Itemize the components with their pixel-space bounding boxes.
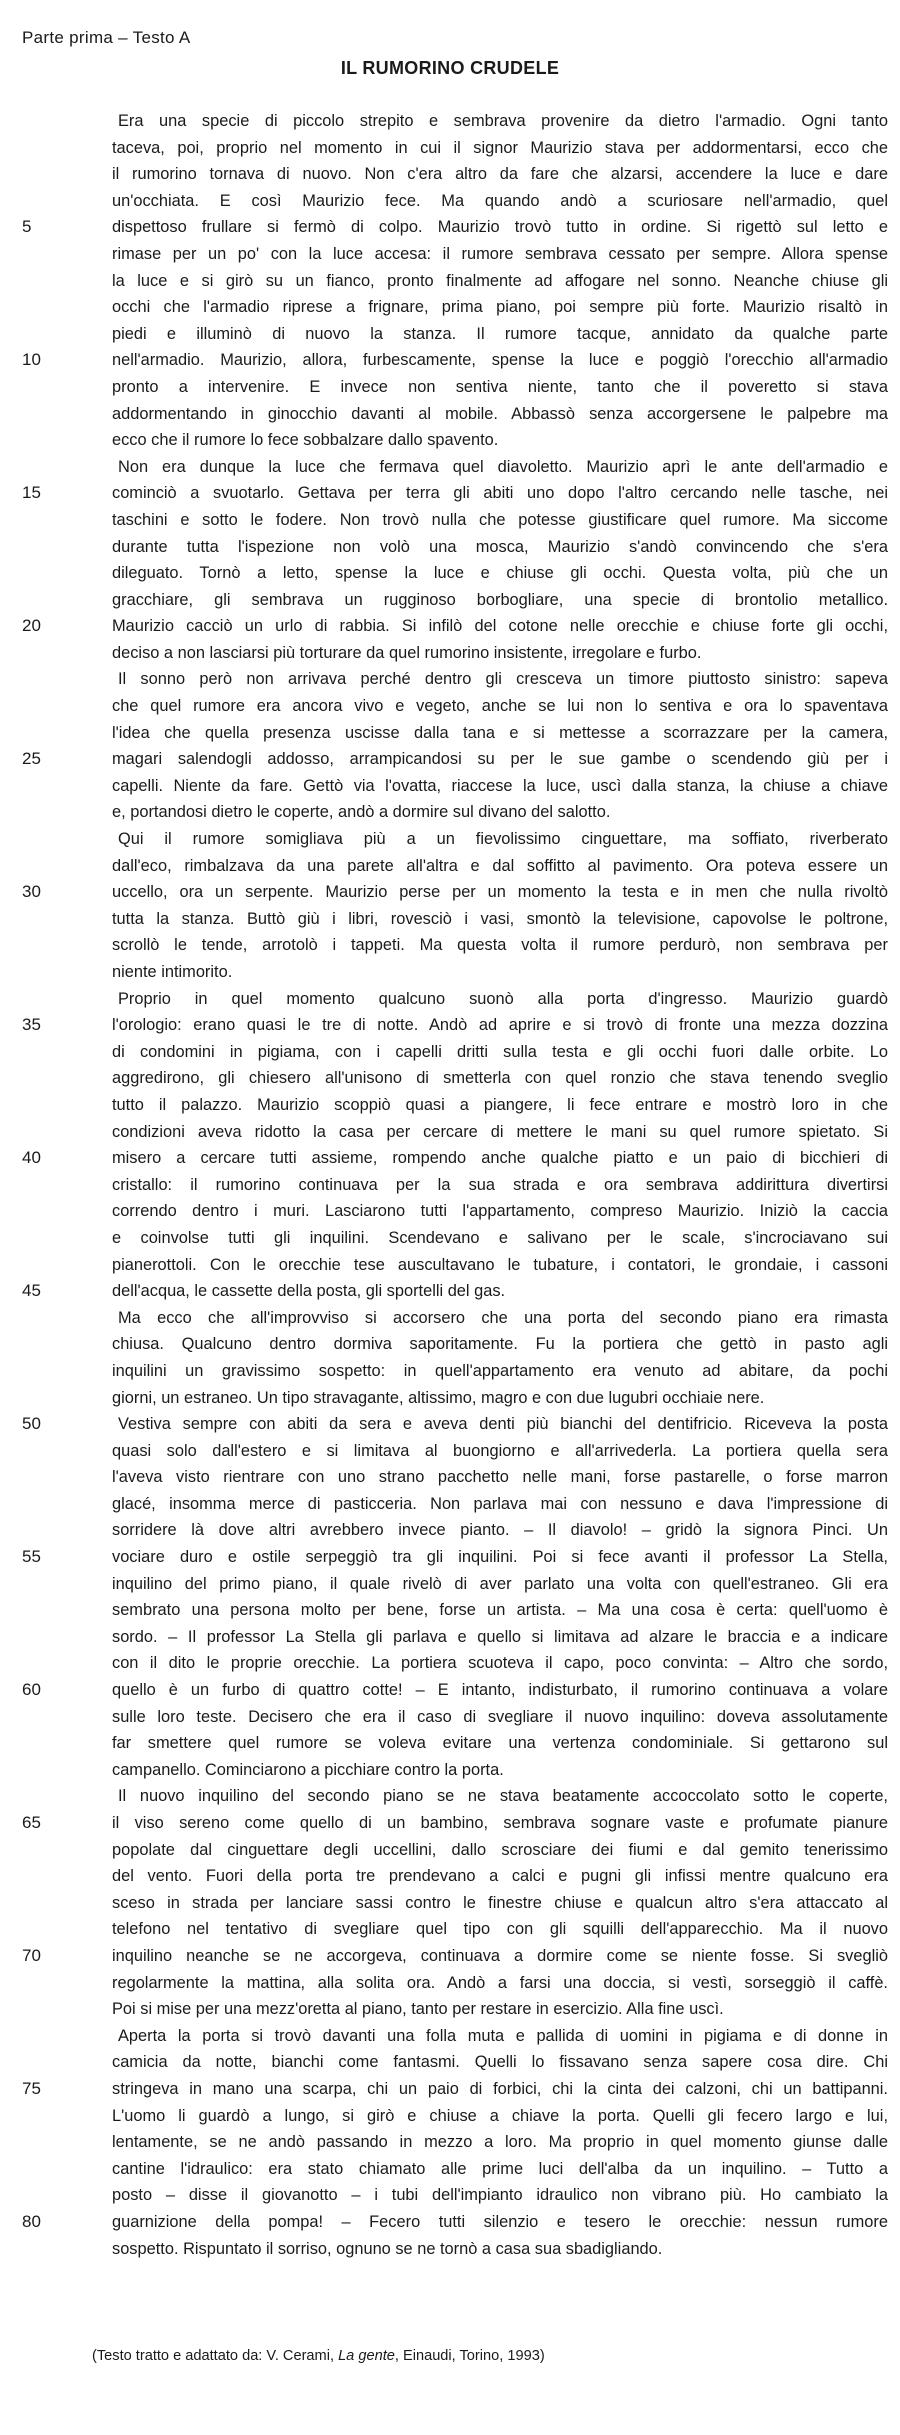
line-text: regolarmente la mattina, alla solita ora. Andò a farsi una doccia, si vestì, sorseggiò il caffè. — [112, 1973, 888, 1992]
line-text: campanello. Cominciarono a picchiare contro la porta. — [112, 1760, 504, 1779]
line-text: la luce e si girò su un fianco, pronto finalmente ad affogare nel sonno. Neanche chiuse gli — [112, 271, 888, 290]
text-line — [0, 1172, 900, 1199]
line-number: 45 — [22, 1281, 41, 1301]
text-line — [0, 294, 900, 321]
text-line — [0, 1092, 900, 1119]
line-number: 65 — [22, 1813, 41, 1832]
line-text: tutta la stanza. Buttò giù i libri, rovesciò i vasi, smontò la televisione, capovolse le poltrone, — [112, 909, 888, 928]
text-line — [0, 746, 900, 773]
line-text: dall'eco, rimbalzava da una parete all'altra e dal soffitto al pavimento. Ora poteva essere un — [112, 856, 888, 875]
text-line — [0, 932, 900, 959]
line-text: e, portandosi dietro le coperte, andò a dormire sul divano del salotto. — [112, 803, 611, 822]
line-text: nell'armadio. Maurizio, allora, furbescamente, spense la luce e poggiò l'orecchio all'armadio — [112, 351, 888, 370]
text-line — [0, 773, 900, 800]
text-line — [0, 853, 900, 880]
line-text: durante tutta l'ispezione non volò una mosca, Maurizio s'andò convincendo che s'era — [112, 537, 888, 556]
text-line — [0, 986, 900, 1013]
text-line — [0, 560, 900, 587]
line-text: giorni, un estraneo. Un tipo stravagante, altissimo, magro e con due lugubri occhiaie nere. — [112, 1388, 765, 1407]
text-line — [0, 613, 900, 640]
line-text: Maurizio cacciò un urlo di rabbia. Si infilò del cotone nelle orecchie e chiuse forte gli occhi, — [112, 617, 888, 636]
line-text: sordo. – Il professor La Stella gli parlava e quello si limitava ad alzare le braccia e a indicare — [112, 1627, 888, 1646]
text-line — [0, 1757, 900, 1784]
line-text: misero a cercare tutti assieme, rompendo anche qualche piatto e un paio di bicchieri di — [112, 1149, 888, 1168]
text-line — [0, 374, 900, 401]
text-line — [0, 959, 900, 986]
line-text: sembrato una persona molto per bene, forse un artista. – Ma una cosa è certa: quell'uomo è — [112, 1601, 888, 1620]
line-number: 15 — [22, 483, 41, 503]
line-text: taceva, poi, proprio nel momento in cui il signor Maurizio stava per addormentarsi, ecco che — [112, 138, 888, 157]
line-text: quello è un furbo di quattro cotte! – E intanto, indisturbato, il rumorino continuava a volare — [112, 1681, 888, 1700]
line-text: aggredirono, gli chiesero all'unisono di smetterla con quel ronzio che stava tenendo sveglio — [112, 1069, 888, 1088]
line-text: ecco che il rumore lo fece sobbalzare dallo spavento. — [112, 431, 499, 450]
line-text: sorridere là dove altri avrebbero invece pianto. – Il diavolo! – gridò la signora Pinci. Un — [112, 1521, 888, 1540]
text-line — [0, 2103, 900, 2130]
text-line — [0, 640, 900, 667]
line-text: uccello, ora un serpente. Maurizio perse per un momento la testa e in men che nulla rivoltò — [112, 883, 888, 902]
line-text: dell'acqua, le cassette della posta, gli sportelli del gas. — [112, 1282, 506, 1301]
line-number: 35 — [22, 1015, 41, 1035]
line-text: Il nuovo inquilino del secondo piano se ne stava beatamente accoccolato sotto le coperte, — [118, 1787, 888, 1806]
line-text: Poi si mise per una mezz'oretta al piano, tanto per restare in esercizio. Alla fine uscì. — [112, 2000, 724, 2019]
text-line — [0, 1065, 900, 1092]
text-line — [0, 1677, 900, 1704]
line-text: correndo dentro i muri. Lasciarono tutti l'appartamento, compreso Maurizio. Iniziò la caccia — [112, 1202, 888, 1221]
text-line — [0, 587, 900, 614]
line-number: 60 — [22, 1680, 41, 1700]
line-number: 40 — [22, 1148, 41, 1168]
text-line — [0, 427, 900, 454]
line-text: chiusa. Qualcuno dentro dormiva saporitamente. Fu la portiera che gettò in pasto agli — [112, 1335, 888, 1354]
text-line — [0, 1783, 900, 1810]
line-text: pianerottoli. Con le orecchie tese auscultavano le tubature, i contatori, le grondaie, i cassoni — [112, 1255, 888, 1274]
line-text: posto – disse il giovanotto – i tubi dell'impianto idraulico non vibrano più. Ho cambiato la — [112, 2186, 888, 2205]
line-text: glacé, insomma merce di pasticceria. Non parlava mai con nessuno e dava l'impressione di — [112, 1494, 888, 1513]
text-line — [0, 1544, 900, 1571]
line-text: sospetto. Rispuntato il sorriso, ognuno se ne tornò a casa sua sbadigliando. — [112, 2239, 663, 2258]
line-text: guarnizione della pompa! – Fecero tutti silenzio e tesero le orecchie: nessun rumore — [112, 2212, 888, 2231]
line-text: pronto a intervenire. E invece non sentiva niente, tanto che il poveretto si stava — [112, 377, 888, 396]
text-line — [0, 1491, 900, 1518]
text-line — [0, 1730, 900, 1757]
line-text: tutto il palazzo. Maurizio scoppiò quasi a piangere, li fece entrare e mostrò loro in che — [112, 1095, 888, 1114]
line-text: Era una specie di piccolo strepito e sembrava provenire da dietro l'armadio. Ogni tanto — [118, 112, 888, 130]
line-text: taschini e sotto le fodere. Non trovò nulla che potesse giustificare quel rumore. Ma siccome — [112, 510, 888, 529]
line-text: il rumorino tornava di nuovo. Non c'era altro da fare che alzarsi, accendere la luce e dare — [112, 165, 888, 184]
line-text: far smettere quel rumore se voleva evitare una vertenza condominiale. Si gettarono sul — [112, 1734, 888, 1753]
line-text: popolate dal cinguettare degli uccellini, dallo scrosciare dei fiumi e dal gemito tenerissimo — [112, 1840, 888, 1859]
line-text: del vento. Fuori della porta tre prendevano a calci e pugni gli infissi mentre qualcuno era — [112, 1867, 888, 1886]
text-line — [0, 1970, 900, 1997]
line-text: L'uomo li guardò a lungo, si girò e chiuse a chiave la porta. Quelli gli fecero largo e lui, — [112, 2106, 888, 2125]
credit-prefix: (Testo tratto e adattato da: V. Cerami, — [92, 2348, 339, 2364]
text-line — [0, 507, 900, 534]
text-line — [0, 1916, 900, 1943]
text-line — [0, 1996, 900, 2023]
line-text: quasi solo dall'estero e si limitava al buongiorno e all'arrivederla. La portiera quella sera — [112, 1441, 888, 1460]
text-line — [0, 1863, 900, 1890]
line-text: sceso in strada per lanciare sassi contro le finestre chiuse e qualcun altro s'era attaccato al — [112, 1893, 888, 1912]
text-line — [0, 108, 900, 135]
line-text: inquilino del primo piano, il quale rivelò di aver parlato una volta con quell'estraneo. Gli era — [112, 1574, 888, 1593]
line-text: cristallo: il rumorino continuava per la sua strada e ora sembrava addirittura divertirsi — [112, 1175, 888, 1194]
line-text: Proprio in quel momento qualcuno suonò alla porta d'ingresso. Maurizio guardò — [118, 989, 888, 1008]
line-text: l'idea che quella presenza uscisse dalla tana e si mettesse a scorrazzare per la camera, — [112, 723, 888, 742]
line-number: 80 — [22, 2211, 41, 2231]
text-line — [0, 321, 900, 348]
text-line — [0, 214, 900, 241]
text-line — [0, 1571, 900, 1598]
line-text: vociare duro e ostile serpeggiò tra gli inquilini. Poi si fece avanti il professor La Stella, — [112, 1548, 888, 1567]
text-line — [0, 1650, 900, 1677]
text-line — [0, 1358, 900, 1385]
text-line — [0, 241, 900, 268]
line-text: magari salendogli addosso, arrampicandosi su per le sue gambe o scendendo giù per i — [112, 750, 888, 769]
line-text: sulle loro teste. Decisero che era il caso di svegliare il nuovo inquilino: doveva assolutamente — [112, 1707, 888, 1726]
line-text: il viso sereno come quello di un bambino, sembrava sognare vaste e profumate pianure — [112, 1814, 888, 1832]
text-line — [0, 2023, 900, 2050]
text-line — [0, 1225, 900, 1252]
line-text: l'aveva visto rientrare con uno strano pacchetto nelle mani, forse pastarelle, o forse marron — [112, 1468, 888, 1487]
text-line — [0, 2129, 900, 2156]
text-line — [0, 1704, 900, 1731]
line-text: un'occhiata. E così Maurizio fece. Ma quando andò a scuriosare nell'armadio, quel — [112, 191, 888, 210]
line-text: rimase per un po' con la luce accesa: il rumore sembrava cessato per sempre. Allora spense — [112, 244, 888, 263]
line-text: gracchiare, gli sembrava un rugginoso borbogliare, una specie di brontolio metallico. — [112, 590, 888, 609]
text-line — [0, 480, 900, 507]
text-line — [0, 879, 900, 906]
line-text: cantine l'idraulico: era stato chiamato alle prime luci dell'alba da un inquilino. – Tutto a — [112, 2159, 888, 2178]
text-line — [0, 1411, 900, 1438]
text-line — [0, 401, 900, 428]
text-line — [0, 2209, 900, 2236]
line-number: 70 — [22, 1945, 41, 1965]
text-line — [0, 1438, 900, 1465]
text-line — [0, 2049, 900, 2076]
line-text: e coinvolse tutti gli inquilini. Scendevano e salivano per le scale, s'incrociavano sui — [112, 1228, 888, 1247]
text-line — [0, 1198, 900, 1225]
line-text: Il sonno però non arrivava perché dentro gli cresceva un timore piuttosto sinistro: sapeva — [118, 670, 888, 689]
text-line — [0, 1278, 900, 1305]
line-text: Aperta la porta si trovò davanti una folla muta e pallida di uomini in pigiama e di donne in — [118, 2026, 888, 2045]
line-text: camicia da notte, bianchi come fantasmi. Quelli lo fissavano senza sapere cosa dire. Chi — [112, 2053, 888, 2072]
text-line — [0, 1039, 900, 1066]
text-line — [0, 1252, 900, 1279]
story-body — [0, 108, 900, 2262]
line-text: telefono nel tentativo di svegliare quel tipo con gli squilli dell'apparecchio. Ma il nuovo — [112, 1920, 888, 1939]
text-line — [0, 1464, 900, 1491]
text-line — [0, 135, 900, 162]
line-text: condizioni aveva ridotto la casa per cercare di mettere le mani su quel rumore spietato. Si — [112, 1122, 888, 1141]
text-line — [0, 1624, 900, 1651]
text-line — [0, 1012, 900, 1039]
line-text: Qui il rumore somigliava più a un fievolissimo cinguettare, ma soffiato, riverberato — [118, 830, 888, 849]
line-text: piedi e illuminò di nuovo la stanza. Il rumore tacque, annidato da qualche parte — [112, 324, 888, 343]
text-line — [0, 534, 900, 561]
text-line — [0, 1837, 900, 1864]
line-text: Ma ecco che all'improvviso si accorsero che una porta del secondo piano era rimasta — [118, 1308, 888, 1327]
credit-suffix: , Einaudi, Torino, 1993) — [394, 2348, 545, 2364]
text-line — [0, 2182, 900, 2209]
line-text: Vestiva sempre con abiti da sera e aveva denti più bianchi del dentifricio. Riceveva la posta — [118, 1415, 888, 1434]
text-line — [0, 454, 900, 481]
line-text: dileguato. Tornò a letto, spense la luce e chiuse gli occhi. Questa volta, più che un — [112, 564, 888, 583]
line-text: inquilino neanche se ne accorgeva, continuava a dormire come se niente fosse. Si svegliò — [112, 1946, 888, 1965]
line-number: 5 — [22, 217, 32, 237]
text-line — [0, 906, 900, 933]
line-text: stringeva in mano una scarpa, chi un paio di forbici, chi la cinta dei calzoni, chi un battipanni. — [112, 2079, 888, 2098]
text-line — [0, 1943, 900, 1970]
line-text: capelli. Niente da fare. Gettò via l'ovatta, riaccese la luce, uscì dalla stanza, la chiuse a chiave — [112, 776, 888, 795]
line-number: 55 — [22, 1547, 41, 1567]
text-line — [0, 2236, 900, 2263]
text-line — [0, 2156, 900, 2183]
line-text: scrollò le tende, arrotolò i tappeti. Ma questa volta il rumore perdurò, non sembrava per — [112, 936, 888, 955]
text-line — [0, 188, 900, 215]
text-line — [0, 799, 900, 826]
text-line — [0, 666, 900, 693]
line-number: 20 — [22, 616, 41, 636]
text-line — [0, 1597, 900, 1624]
line-text: di condomini in pigiama, con i capelli dritti sulla testa e gli occhi fuori dalle orbite. Lo — [112, 1042, 888, 1061]
line-number: 10 — [22, 350, 41, 370]
text-line — [0, 826, 900, 853]
line-text: cominciò a svuotarlo. Gettava per terra gli abiti uno dopo l'altro cercando nelle tasche, nei — [112, 484, 888, 503]
text-line — [0, 161, 900, 188]
text-line — [0, 1331, 900, 1358]
line-number: 30 — [22, 882, 41, 902]
text-line — [0, 1145, 900, 1172]
line-text: l'orologio: erano quasi le tre di notte. Andò ad aprire e si trovò di fronte una mezza dozzina — [112, 1016, 888, 1035]
text-line — [0, 1810, 900, 1837]
line-text: addormentando in ginocchio davanti al mobile. Abbassò senza accorgersene le palpebre ma — [112, 404, 888, 423]
line-text: con il dito le proprie orecchie. La portiera scuoteva il capo, poco convinta: – Altro che sordo, — [112, 1654, 888, 1673]
line-text: inquilini un gravissimo sospetto: in quell'appartamento era venuto ad abitare, da pochi — [112, 1361, 888, 1380]
line-text: occhi che l'armadio riprese a frignare, prima piano, poi sempre più forte. Maurizio risaltò in — [112, 298, 888, 317]
text-line — [0, 2076, 900, 2103]
source-credit — [92, 2348, 545, 2364]
line-number: 75 — [22, 2078, 41, 2098]
line-text: dispettoso frullare si fermò di colpo. Maurizio trovò tutto in ordine. Si rigettò sul letto e — [112, 218, 888, 237]
line-text: niente intimorito. — [112, 963, 233, 981]
line-number: 50 — [22, 1414, 41, 1434]
line-text: Non era dunque la luce che fermava quel diavoletto. Maurizio aprì le ante dell'armadio e — [118, 457, 888, 476]
text-line — [0, 1517, 900, 1544]
line-text: lentamente, se ne andò passando in mezzo a loro. Ma proprio in quel momento giunse dalle — [112, 2133, 888, 2152]
line-number: 25 — [22, 749, 41, 769]
line-text: deciso a non lasciarsi più torturare da quel rumorino insistente, irregolare e furbo. — [112, 643, 702, 662]
text-line — [0, 1385, 900, 1412]
text-line — [0, 268, 900, 295]
text-line — [0, 347, 900, 374]
section-header: Parte prima – Testo A — [22, 28, 191, 47]
line-text: che quel rumore era ancora vivo e vegeto, anche se lui non lo sentiva e ora lo spaventava — [112, 697, 888, 716]
text-line — [0, 1119, 900, 1146]
text-line — [0, 1890, 900, 1917]
story-title: IL RUMORINO CRUDELE — [340, 58, 560, 78]
text-line — [0, 1305, 900, 1332]
text-line — [0, 693, 900, 720]
text-line — [0, 720, 900, 747]
credit-book-title: La gente — [338, 2348, 395, 2364]
